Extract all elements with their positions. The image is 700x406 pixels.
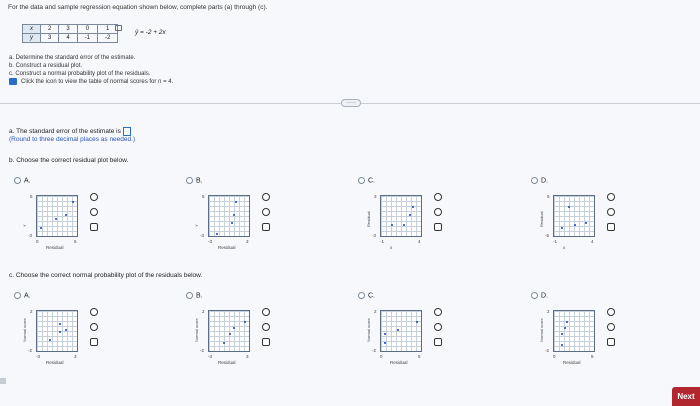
tick-label-left: -3	[200, 233, 205, 238]
tick-label-left: -2	[200, 348, 205, 353]
plot-area	[36, 195, 78, 237]
tick-label-right: 4	[418, 239, 421, 244]
question-b-text: b. Choose the correct residual plot below.	[9, 157, 129, 164]
tick-label-bottom-left: -3	[36, 354, 41, 359]
option-label[interactable]	[14, 177, 31, 184]
data-point	[40, 227, 42, 229]
normal-scores-link-text[interactable]: Click the icon to view the table of normal scores for n = 4.	[21, 79, 174, 86]
data-point	[216, 233, 218, 235]
tick-label-right: 3	[246, 354, 249, 359]
option-label[interactable]	[531, 292, 548, 299]
copy-data-icon[interactable]	[115, 25, 122, 31]
tick-label-top: 5	[30, 194, 33, 199]
tick-label-right: 5	[591, 354, 594, 359]
data-point	[244, 321, 246, 323]
tick-label-left: -2	[28, 348, 33, 353]
tick-label-bottom-left: 0	[36, 239, 39, 244]
expand-graph-icon[interactable]	[607, 223, 615, 231]
tick-label-left: -3	[372, 233, 377, 238]
tick-label-bottom-left: -1	[380, 239, 385, 244]
expand-button[interactable]: ·····	[341, 99, 361, 107]
zoom-in-icon[interactable]	[434, 193, 442, 201]
residual-option-a	[14, 177, 134, 267]
radio-button[interactable]	[358, 292, 365, 299]
x-axis-label: x	[390, 245, 393, 250]
option-letter: B.	[196, 177, 203, 185]
tick-label-bottom-left: 0	[380, 354, 383, 359]
option-letter: A.	[24, 177, 31, 185]
data-point	[59, 331, 61, 333]
expand-graph-icon[interactable]	[607, 338, 615, 346]
tick-label-right: 5	[74, 239, 77, 244]
x-value: 2	[41, 25, 59, 34]
radio-button[interactable]	[531, 292, 538, 299]
data-point	[574, 224, 576, 226]
tick-label-right: 4	[591, 239, 594, 244]
data-point	[391, 224, 393, 226]
regression-equation: ŷ = -2 + 2x	[135, 29, 166, 36]
tick-label-bottom-left: -3	[208, 354, 213, 359]
question-c-text: c. Choose the correct normal probability plot of the residuals below.	[9, 272, 203, 279]
part-c-text: c. Construct a normal probability plot of the residuals.	[9, 71, 151, 77]
zoom-out-icon[interactable]	[607, 208, 615, 216]
zoom-out-icon[interactable]	[607, 323, 615, 331]
plot-area	[553, 195, 595, 237]
data-point	[229, 333, 231, 335]
residual-option-d	[531, 177, 651, 267]
radio-button[interactable]	[358, 177, 365, 184]
data-point	[561, 344, 563, 346]
option-label[interactable]	[186, 292, 203, 299]
normal-option-d	[531, 292, 651, 382]
zoom-out-icon[interactable]	[262, 208, 270, 216]
tick-label-right: 5	[418, 354, 421, 359]
question-a-text: a. The standard error of the estimate is	[9, 128, 121, 136]
data-point	[566, 321, 568, 323]
option-label[interactable]	[14, 292, 31, 299]
zoom-out-icon[interactable]	[434, 323, 442, 331]
x-value: 0	[77, 25, 97, 34]
tick-label-top: 2	[374, 309, 377, 314]
option-label[interactable]	[358, 177, 375, 184]
residual-option-b	[186, 177, 306, 267]
expand-graph-icon[interactable]	[434, 223, 442, 231]
tick-label-top: 2	[30, 309, 33, 314]
x-axis-label: Residual	[46, 245, 64, 250]
data-point	[416, 321, 418, 323]
data-point	[384, 333, 386, 335]
zoom-in-icon[interactable]	[90, 193, 98, 201]
zoom-in-icon[interactable]	[262, 308, 270, 316]
residual-option-c	[358, 177, 478, 267]
rounding-hint: (Round to three decimal places as needed.)	[9, 136, 136, 144]
zoom-in-icon[interactable]	[607, 193, 615, 201]
data-point	[561, 333, 563, 335]
x-value: 1	[98, 25, 118, 34]
data-point	[397, 329, 399, 331]
option-label[interactable]	[186, 177, 203, 184]
radio-button[interactable]	[14, 292, 21, 299]
y-axis-label: Y	[22, 224, 27, 227]
option-letter: A.	[24, 292, 31, 300]
tick-label-bottom-left: -3	[208, 239, 213, 244]
zoom-out-icon[interactable]	[90, 208, 98, 216]
y-value: -1	[77, 34, 97, 43]
tick-label-right: 3	[246, 239, 249, 244]
x-axis-label: Residual	[218, 360, 236, 365]
plot-area	[380, 195, 422, 237]
data-point	[235, 201, 237, 203]
parts-list	[9, 54, 173, 86]
tick-label-left: -2	[545, 348, 550, 353]
option-letter: D.	[541, 177, 548, 185]
x-axis-label: x	[563, 245, 566, 250]
tick-label-top: 5	[547, 194, 550, 199]
part-b-text: b. Construct a residual plot.	[9, 63, 83, 69]
radio-button[interactable]	[14, 177, 21, 184]
option-label[interactable]	[358, 292, 375, 299]
answer-input[interactable]	[123, 127, 131, 136]
y-axis-label: Normal score	[194, 318, 199, 342]
radio-button[interactable]	[186, 177, 193, 184]
expand-graph-icon[interactable]	[262, 223, 270, 231]
normal-option-b	[186, 292, 306, 382]
x-header: x	[23, 25, 41, 34]
normal-option-a	[14, 292, 134, 382]
normal-scores-link[interactable]	[9, 78, 173, 86]
data-point	[223, 342, 225, 344]
plot-area	[208, 195, 250, 237]
x-axis-label: Residual	[218, 245, 236, 250]
data-point	[55, 218, 57, 220]
tick-label-top: 5	[202, 194, 205, 199]
tick-label-top: 2	[547, 309, 550, 314]
y-axis-label: Normal score	[366, 318, 371, 342]
zoom-in-icon[interactable]	[607, 308, 615, 316]
expand-graph-icon[interactable]	[90, 223, 98, 231]
question-a	[9, 127, 135, 144]
data-table	[22, 24, 118, 43]
data-point	[231, 222, 233, 224]
zoom-out-icon[interactable]	[90, 323, 98, 331]
expand-graph-icon[interactable]	[90, 338, 98, 346]
option-letter: C.	[368, 292, 375, 300]
data-point	[49, 339, 51, 341]
x-value: 3	[59, 25, 77, 34]
x-axis-label: Residual	[46, 360, 64, 365]
data-point	[233, 214, 235, 216]
problem-intro: For the data and sample regression equation shown below, complete parts (a) through (c).	[8, 4, 268, 11]
zoom-in-icon[interactable]	[90, 308, 98, 316]
option-letter: D.	[541, 292, 548, 300]
option-label[interactable]	[531, 177, 548, 184]
data-point	[585, 222, 587, 224]
tick-label-top: 2	[202, 309, 205, 314]
plot-area	[380, 310, 422, 352]
option-letter: C.	[368, 177, 375, 185]
expand-graph-icon[interactable]	[434, 338, 442, 346]
tick-label-bottom-left: 0	[553, 354, 556, 359]
y-axis-label: Normal score	[539, 318, 544, 342]
y-value: -2	[98, 34, 118, 43]
data-point	[233, 327, 235, 329]
tick-label-left: -5	[545, 233, 550, 238]
y-value: 3	[41, 34, 59, 43]
data-point	[564, 327, 566, 329]
data-point	[568, 206, 570, 208]
data-point	[561, 227, 563, 229]
normal-option-c	[358, 292, 478, 382]
x-axis-label: Residual	[390, 360, 408, 365]
radio-button[interactable]	[186, 292, 193, 299]
next-button[interactable]: Next	[672, 387, 700, 406]
plot-area	[36, 310, 78, 352]
y-axis-label: Y	[194, 224, 199, 227]
y-axis-label: Residual	[366, 211, 371, 227]
data-point	[65, 329, 67, 331]
option-letter: B.	[196, 292, 203, 300]
zoom-out-icon[interactable]	[262, 323, 270, 331]
part-a-text: a. Determine the standard error of the estimate.	[9, 55, 136, 61]
data-point	[65, 214, 67, 216]
zoom-in-icon[interactable]	[434, 308, 442, 316]
tick-label-bottom-left: -1	[553, 239, 558, 244]
radio-button[interactable]	[531, 177, 538, 184]
y-header: y	[23, 34, 41, 43]
expand-graph-icon[interactable]	[262, 338, 270, 346]
data-point	[412, 206, 414, 208]
tick-label-left: -2	[372, 348, 377, 353]
data-point	[384, 342, 386, 344]
data-point	[403, 224, 405, 226]
data-point	[409, 214, 411, 216]
zoom-out-icon[interactable]	[434, 208, 442, 216]
data-point	[72, 201, 74, 203]
tick-label-left: -3	[28, 233, 33, 238]
scrollbar-handle[interactable]	[0, 378, 6, 384]
y-axis-label: Residual	[539, 211, 544, 227]
y-axis-label: Normal score	[22, 318, 27, 342]
tick-label-right: 3	[74, 354, 77, 359]
plot-area	[208, 310, 250, 352]
data-point	[59, 323, 61, 325]
plot-area	[553, 310, 595, 352]
tick-label-top: 3	[374, 194, 377, 199]
table-icon[interactable]	[9, 78, 17, 85]
y-value: 4	[59, 34, 77, 43]
x-axis-label: Residual	[563, 360, 581, 365]
zoom-in-icon[interactable]	[262, 193, 270, 201]
